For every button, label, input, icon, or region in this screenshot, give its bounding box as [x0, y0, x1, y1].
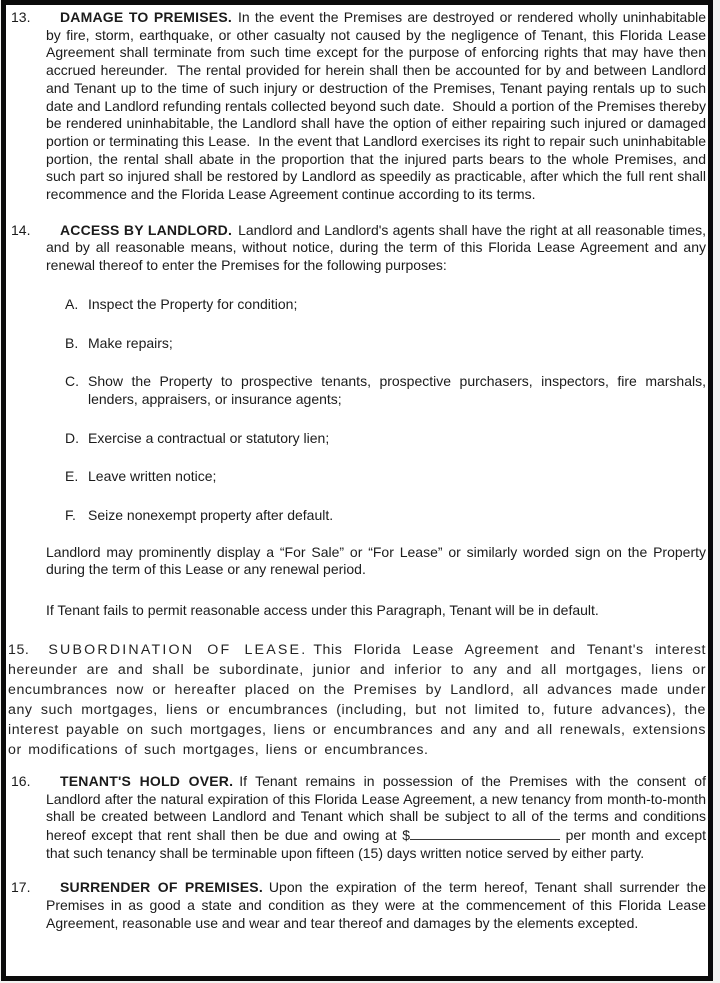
section-heading: TENANT'S HOLD OVER. — [60, 772, 234, 789]
section-body — [46, 9, 706, 204]
section-number: 15. — [8, 641, 30, 658]
list-item-c — [65, 373, 706, 408]
section-text: This Florida Lease Agreement and Tenant's interest hereunder are and shall be subordinate, junior and inferior to any and all mortgages, liens or encumbrances now or hereafter placed on the Premises by Landlord, all advances made under any such mortgages, liens or encumbrances (including, but not limited to, future advances), the interest payable on such mortgages, liens or encumbrances and any and all renewals, extensions or modifications of such mortgages, liens or encumbrances. — [8, 641, 706, 758]
list-marker: A. — [65, 295, 79, 312]
list-marker: B. — [65, 334, 79, 351]
section-lead-paragraph — [46, 222, 706, 275]
list-marker: E. — [65, 468, 79, 485]
list-item-f — [65, 507, 706, 525]
section-heading: DAMAGE TO PREMISES. — [60, 9, 232, 25]
rent-amount-blank-line — [410, 826, 560, 840]
for-sale-sign-paragraph: Landlord may prominently display a “For Sale” or “For Lease” or similarly worded sign on the Property during the term of this Lease or any renewal period. — [46, 543, 706, 578]
list-marker: F. — [65, 507, 76, 524]
section-body — [46, 879, 706, 932]
list-item-text: Inspect the Property for condition; — [88, 295, 298, 312]
section-text: Landlord and Landlord's agents shall have the right at all reasonable times, and by all reasonable means, without notice, during the term of this Florida Lease Agreement and any renewal thereof to enter the Premises for the following purposes: — [46, 221, 706, 274]
list-item-text: Exercise a contractual or statutory lien; — [88, 429, 330, 446]
section-13-damage-to-premises — [8, 9, 706, 204]
section-16-tenants-hold-over — [8, 773, 706, 863]
list-item-a — [65, 296, 706, 314]
section-15-subordination-of-lease — [8, 640, 706, 760]
section-number: 14. — [11, 221, 31, 238]
section-17-surrender-of-premises — [8, 879, 706, 932]
list-item-b — [65, 335, 706, 353]
section-text-after-blank: per month and except that such tenancy shall be terminable upon fifteen (15) days written notice served by either party. — [46, 826, 707, 861]
section-body — [46, 773, 706, 863]
section-number: 17. — [11, 879, 31, 896]
section-heading: SUBORDINATION OF LEASE. — [48, 641, 308, 658]
section-body — [46, 222, 706, 620]
list-item-text: Show the Property to prospective tenants, prospective purchasers, inspectors, fire marshals, lenders, appraisers, or insurance agents; — [88, 373, 706, 407]
section-text: In the event the Premises are destroyed or rendered wholly uninhabitable by fire, storm, earthquake, or other casualty not caused by the negligence of Tenant, this Florida Lease Agreement shall terminate from such time except for the purpose of enforcing rights that may have then accrued hereunder. The rental provided for herein shall then be accounted for by and between Landlord and Tenant up to the time of such injury or destruction of the Premises, Tenant paying rentals up to such date and Landlord refunding rentals collected beyond such date. Should a portion of the Premises thereby be rendered uninhabitable, the Landlord shall have the option of either repairing such injured or damaged portion or terminating this Lease. In the event that Landlord exercises its right to repair such uninhabitable portion, the rental shall abate in the proportion that the injured parts bears to the whole Premises, and such part so injured shall be restored by Landlord as speedily as practicable, after which the full rent shall recommence and the Florida Lease Agreement continue according to its terms. — [46, 9, 707, 203]
section-number: 13. — [11, 9, 31, 25]
access-default-paragraph: If Tenant fails to permit reasonable access under this Paragraph, Tenant will be in default. — [46, 602, 599, 619]
list-item-text: Leave written notice; — [88, 468, 217, 485]
section-number: 16. — [11, 772, 31, 789]
section-heading: SURRENDER OF PREMISES. — [60, 879, 263, 896]
list-item-e — [65, 468, 706, 486]
list-marker: C. — [65, 373, 79, 390]
list-item-text: Make repairs; — [88, 334, 173, 351]
list-item-text: Seize nonexempt property after default. — [88, 507, 334, 524]
section-14-access-by-landlord — [8, 222, 706, 620]
lease-document-page — [1, 0, 713, 981]
list-marker: D. — [65, 429, 79, 446]
section-heading: ACCESS BY LANDLORD. — [60, 221, 233, 238]
list-item-d — [65, 430, 706, 448]
section-text: Upon the expiration of the term hereof, Tenant shall surrender the Premises in as good a state and condition as they were at the commencement of this Florida Lease Agreement, reasonable use and wear and tear thereof and damages by the elements excepted. — [46, 879, 706, 931]
section-text-before-blank: If Tenant remains in possession of the Premises with the consent of Landlord after the natural expiration of this Florida Lease Agreement, a new tenancy from month-to-month shall be created between Landlord and Tenant which shall be subject to all of the terms and conditions hereof except that rent shall then be due and owing at $ — [46, 772, 706, 843]
